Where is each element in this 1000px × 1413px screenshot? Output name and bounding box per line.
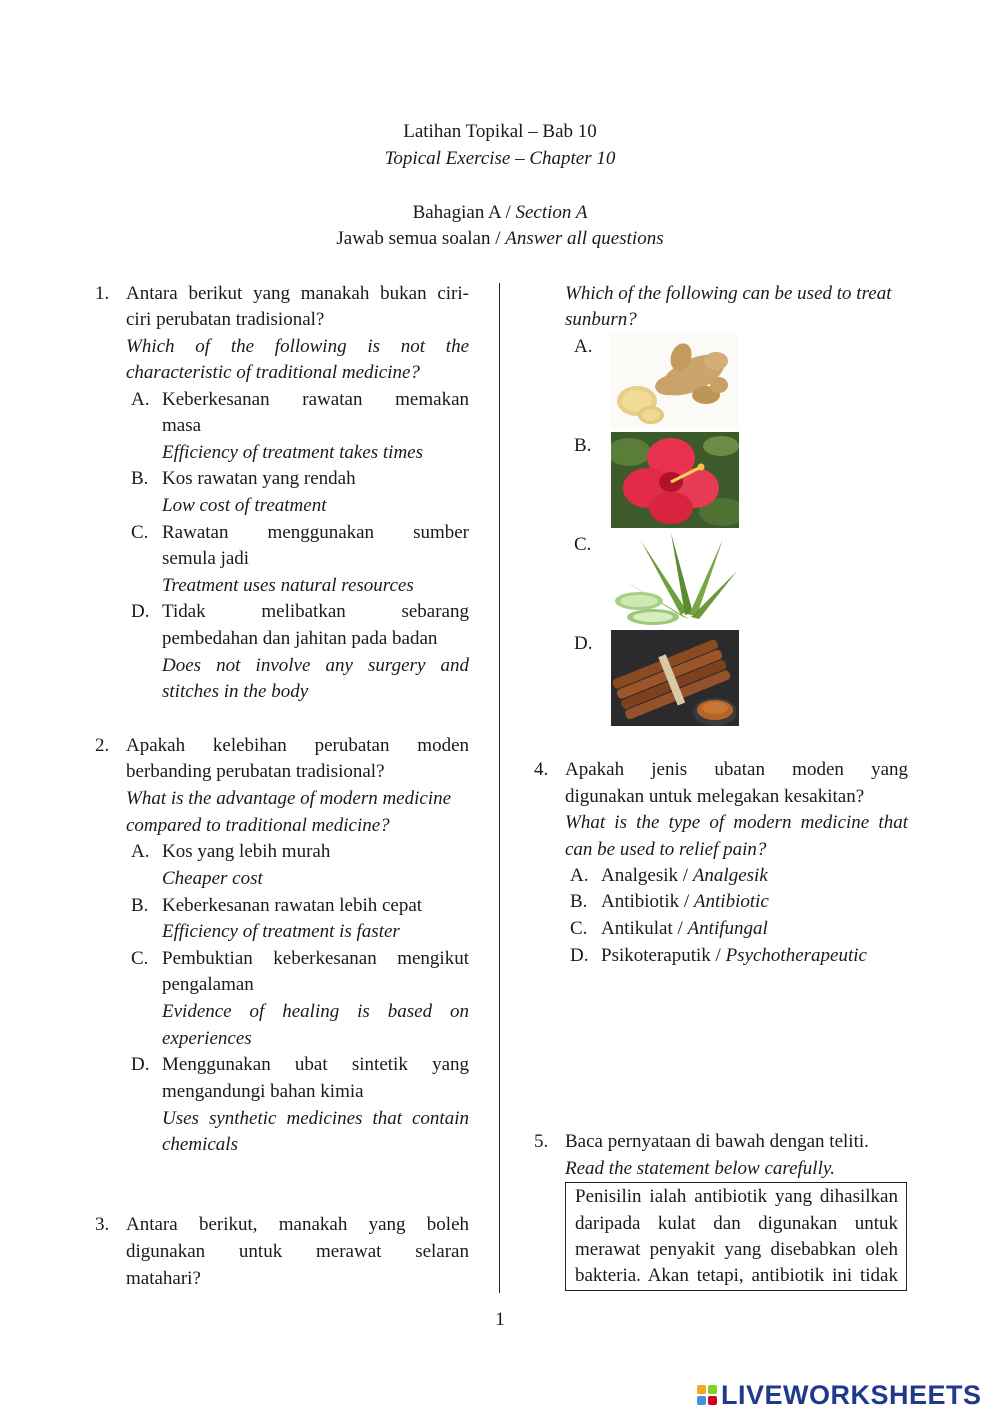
title-malay: Latihan Topikal – Bab 10 bbox=[403, 121, 597, 142]
option-text-malay: Analgesik / bbox=[601, 865, 693, 886]
logo-square bbox=[697, 1385, 706, 1394]
option-letter[interactable]: D. bbox=[131, 1054, 150, 1075]
option-text-malay: Tidak melibatkan sebarang bbox=[162, 601, 469, 622]
logo-square bbox=[708, 1396, 717, 1405]
title-english: Topical Exercise – Chapter 10 bbox=[384, 148, 616, 169]
question-text-english: Read the statement below carefully. bbox=[565, 1158, 835, 1179]
option-text-malay: Pembuktian keberkesanan mengikut bbox=[162, 948, 469, 969]
question-text-english: What is the type of modern medicine that bbox=[565, 812, 908, 833]
option-text bbox=[601, 916, 768, 942]
question-text-malay: ciri perubatan tradisional? bbox=[126, 309, 325, 330]
option-text-english: Uses synthetic medicines that contain bbox=[162, 1108, 469, 1129]
question-text-malay: Baca pernyataan di bawah dengan teliti. bbox=[565, 1131, 869, 1152]
option-text-malay: Kos rawatan yang rendah bbox=[162, 468, 356, 489]
question-number: 5. bbox=[534, 1131, 549, 1152]
option-text-malay: pembedahan dan jahitan pada badan bbox=[162, 628, 438, 649]
question-text-english: Which of the following can be used to treat bbox=[565, 283, 892, 304]
option-letter[interactable]: A. bbox=[570, 865, 589, 886]
question-number: 2. bbox=[95, 735, 110, 756]
option-text-english: Treatment uses natural resources bbox=[162, 575, 414, 596]
option-text-malay: Antikulat / bbox=[601, 918, 688, 939]
passage-line: Penisilin ialah antibiotik yang dihasilkan bbox=[575, 1186, 898, 1207]
option-text-malay: Keberkesanan rawatan memakan bbox=[162, 389, 469, 410]
hibiscus-illustration bbox=[611, 432, 739, 528]
logo-square bbox=[697, 1396, 706, 1405]
option-letter[interactable]: B. bbox=[131, 468, 149, 489]
question-text-malay: Apakah kelebihan perubatan moden bbox=[126, 735, 469, 756]
option-letter[interactable]: A. bbox=[131, 841, 150, 862]
question-text-malay: Antara berikut yang manakah bukan ciri- bbox=[126, 283, 469, 304]
option-letter[interactable]: C. bbox=[131, 522, 149, 543]
instruction bbox=[0, 226, 1000, 252]
option-letter[interactable]: D. bbox=[574, 633, 593, 654]
option-letter[interactable]: D. bbox=[570, 945, 589, 966]
logo-square bbox=[708, 1385, 717, 1394]
instruction-malay: Jawab semua soalan / bbox=[336, 228, 506, 249]
page-number: 1 bbox=[495, 1309, 505, 1330]
option-text-english: Psychotherapeutic bbox=[725, 945, 867, 966]
question-text-malay: digunakan untuk melegakan kesakitan? bbox=[565, 786, 865, 807]
option-text-english: Cheaper cost bbox=[162, 868, 263, 889]
option-letter[interactable]: A. bbox=[574, 336, 593, 357]
cinnamon-image[interactable] bbox=[611, 630, 739, 726]
option-text-english: Antifungal bbox=[687, 918, 768, 939]
option-text-malay: Keberkesanan rawatan lebih cepat bbox=[162, 895, 423, 916]
question-text-english: Which of the following is not the bbox=[126, 336, 469, 357]
question-text-malay: Apakah jenis ubatan moden yang bbox=[565, 759, 908, 780]
section-malay: Bahagian A / bbox=[412, 202, 516, 223]
option-text-malay: Psikoteraputik / bbox=[601, 945, 726, 966]
option-text-english: Low cost of treatment bbox=[162, 495, 327, 516]
question-number: 1. bbox=[95, 283, 110, 304]
option-letter[interactable]: A. bbox=[131, 389, 150, 410]
option-letter[interactable]: C. bbox=[574, 534, 592, 555]
aloe-vera-image[interactable] bbox=[611, 531, 739, 627]
question-text-english: What is the advantage of modern medicine bbox=[126, 788, 452, 809]
section-english: Section A bbox=[515, 202, 588, 223]
option-letter[interactable]: B. bbox=[574, 435, 592, 456]
hibiscus-image[interactable] bbox=[611, 432, 739, 528]
option-letter[interactable]: D. bbox=[131, 601, 150, 622]
option-letter[interactable]: B. bbox=[131, 895, 149, 916]
option-text-malay: semula jadi bbox=[162, 548, 250, 569]
aloe-vera-illustration bbox=[611, 531, 739, 627]
option-text-english: Evidence of healing is based on bbox=[162, 1001, 469, 1022]
liveworksheets-logo[interactable] bbox=[697, 1379, 982, 1411]
option-text-english: experiences bbox=[162, 1028, 252, 1049]
passage-line: merawat penyakit yang disebabkan oleh bbox=[575, 1239, 898, 1260]
instruction-english: Answer all questions bbox=[505, 228, 664, 249]
option-text-malay: pengalaman bbox=[162, 974, 254, 995]
option-text-english: Antibiotic bbox=[693, 891, 769, 912]
option-text bbox=[601, 943, 867, 969]
option-letter[interactable]: C. bbox=[570, 918, 588, 939]
passage-line: daripada kulat dan digunakan untuk bbox=[575, 1213, 898, 1234]
passage-box bbox=[565, 1182, 907, 1291]
option-text-malay: Menggunakan ubat sintetik yang bbox=[162, 1054, 469, 1075]
column-divider bbox=[499, 283, 500, 1293]
option-text-malay: Kos yang lebih murah bbox=[162, 841, 331, 862]
question-text-malay: berbanding perubatan tradisional? bbox=[126, 761, 385, 782]
option-text-english: Efficiency of treatment is faster bbox=[162, 921, 400, 942]
option-text-malay: Antibiotik / bbox=[601, 891, 694, 912]
question-text-english: compared to traditional medicine? bbox=[126, 815, 390, 836]
question-text-malay: digunakan untuk merawat selaran bbox=[126, 1241, 469, 1262]
option-letter[interactable]: C. bbox=[131, 948, 149, 969]
passage-line: bakteria. Akan tetapi, antibiotik ini tidak bbox=[575, 1265, 898, 1286]
question-text-english: characteristic of traditional medicine? bbox=[126, 362, 420, 383]
option-letter[interactable]: B. bbox=[570, 891, 588, 912]
brand-name: LIVEWORKSHEETS bbox=[721, 1379, 982, 1410]
option-text-english: stitches in the body bbox=[162, 681, 309, 702]
question-number: 4. bbox=[534, 759, 549, 780]
question-text-malay: Antara berikut, manakah yang boleh bbox=[126, 1214, 469, 1235]
option-text-english: Analgesik bbox=[692, 865, 768, 886]
section-heading bbox=[0, 200, 1000, 226]
logo-icon bbox=[697, 1385, 717, 1405]
question-number: 3. bbox=[95, 1214, 110, 1235]
option-text bbox=[601, 863, 768, 889]
question-text-malay: matahari? bbox=[126, 1268, 201, 1289]
ginger-image[interactable] bbox=[611, 333, 739, 429]
option-text-english: Efficiency of treatment takes times bbox=[162, 442, 423, 463]
option-text-english: chemicals bbox=[162, 1134, 238, 1155]
ginger-illustration bbox=[611, 333, 739, 429]
option-text-english: Does not involve any surgery and bbox=[162, 655, 469, 676]
option-text bbox=[601, 889, 769, 915]
question-text-english: can be used to relief pain? bbox=[565, 839, 767, 860]
cinnamon-illustration bbox=[611, 630, 739, 726]
option-text-malay: masa bbox=[162, 415, 202, 436]
option-text-malay: Rawatan menggunakan sumber bbox=[162, 522, 469, 543]
question-text-english: sunburn? bbox=[565, 309, 637, 330]
option-text-malay: mengandungi bahan kimia bbox=[162, 1081, 364, 1102]
